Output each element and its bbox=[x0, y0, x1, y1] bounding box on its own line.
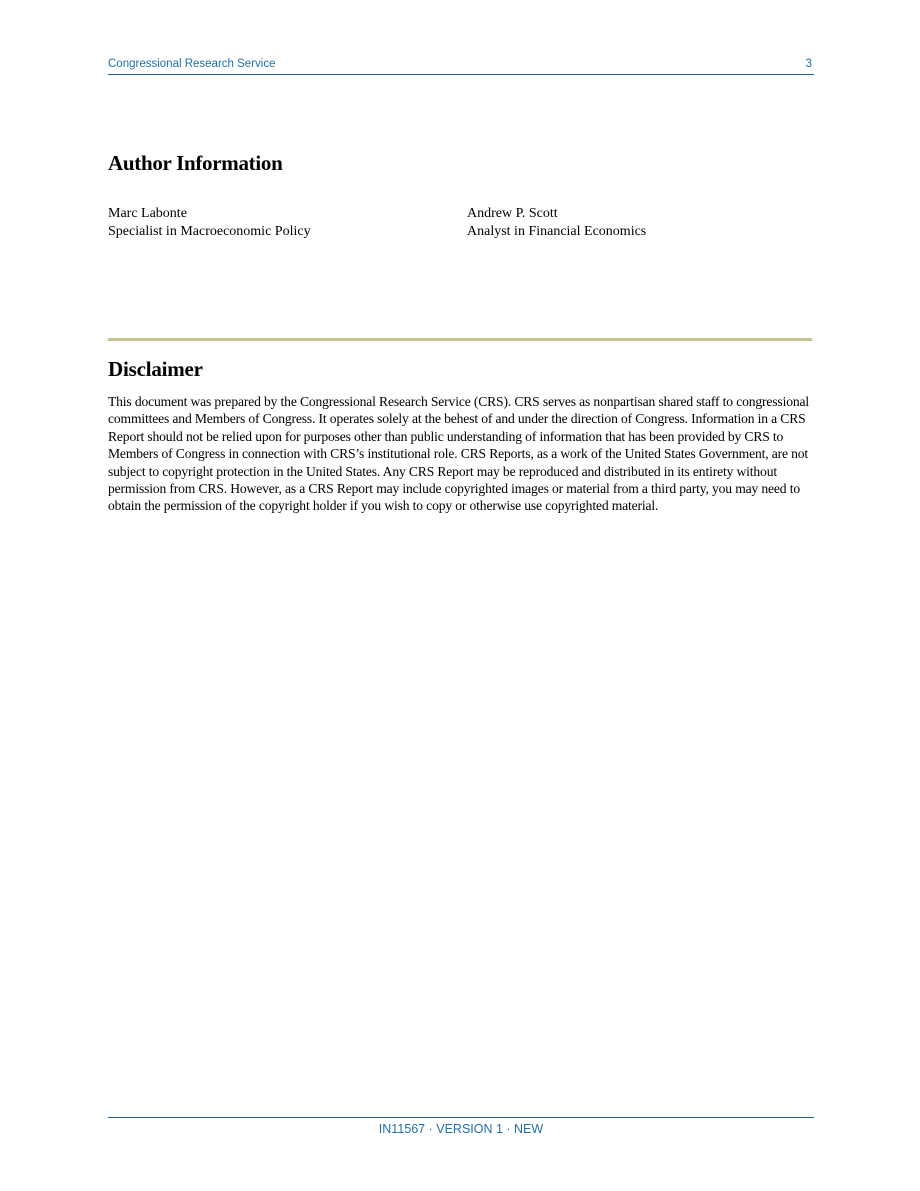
header-org-name: Congressional Research Service bbox=[108, 58, 276, 70]
page-header bbox=[108, 57, 814, 75]
author-card-scott bbox=[467, 205, 646, 241]
disclaimer-body: This document was prepared by the Congressional Research Service (CRS). CRS serves as nonpartisan shared staff to congressional committees and Members of Congress. It operates solely at the behest of and under the direction of Congress. Information in a CRS Report should not be relied upon for purposes other than public understanding of information that has been provided by CRS to Members of Congress in connection with CRS’s institutional role. CRS Reports, as a work of the United States Government, are not subject to copyright protection in the United States. Any CRS Report may be reproduced and distributed in its entirety without permission from CRS. However, as a CRS Report may include copyrighted images or material from a third party, you may need to obtain the permission of the copyright holder if you wish to copy or otherwise use copyrighted material. bbox=[108, 394, 810, 514]
section-divider bbox=[108, 338, 812, 341]
page-footer bbox=[108, 1117, 814, 1136]
author-name: Andrew P. Scott bbox=[467, 206, 558, 221]
author-name: Marc Labonte bbox=[108, 206, 187, 221]
header-page-number: 3 bbox=[805, 58, 812, 70]
author-title: Specialist in Macroeconomic Policy bbox=[108, 224, 311, 239]
author-card-labonte bbox=[108, 205, 311, 241]
author-information-heading: Author Information bbox=[108, 151, 283, 175]
disclaimer-heading: Disclaimer bbox=[108, 357, 203, 381]
author-title: Analyst in Financial Economics bbox=[467, 224, 647, 239]
footer-doc-id: IN11567 · VERSION 1 · NEW bbox=[378, 1122, 544, 1136]
